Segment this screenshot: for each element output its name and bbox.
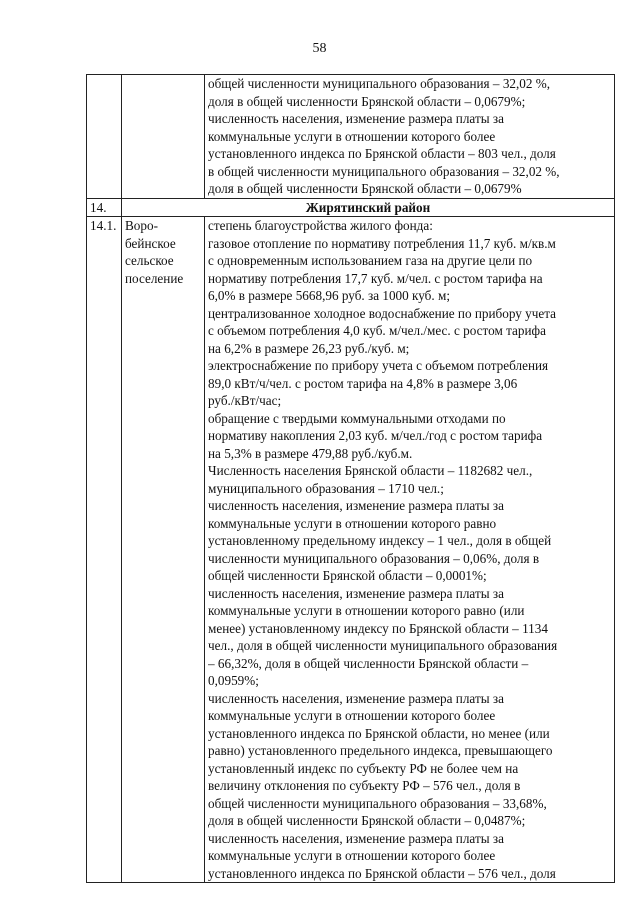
text-line: установленному предельному индексу – 1 чел., доля в общей [208,533,552,548]
text-line: установленного индекса по Брянской области, но менее (или [208,725,550,741]
text-line: величину отклонения по субъекту РФ – 576 чел., доля в [208,778,521,793]
settlement-name-line: Воро- [125,218,158,233]
text-line: численность населения, изменение размера платы за [208,585,504,601]
text-line: степень благоустройства жилого фонда: [208,218,433,233]
text-line: муниципального образования – 1710 чел.; [208,480,444,496]
text-line: с одновременным использованием газа на другие цели по [208,253,533,268]
text-line: нормативу потребления 17,7 куб. м/чел. с ростом тарифа на [208,270,543,286]
text-line: равно) установленного предельного индекса, превышающего [208,743,553,758]
text-line: с объемом потребления 4,0 куб. м/чел./мес. с ростом тарифа [208,323,546,338]
settlement-text-cell [205,217,615,883]
text-line: на 5,3% в размере 479,88 руб./куб.м. [208,445,413,461]
text-line: общей численности муниципального образования – 33,68%, [208,795,547,811]
text-line: 6,0% в размере 5668,96 руб. за 1000 куб. м; [208,288,450,303]
text-line: коммунальные услуги в отношении которого более [208,708,496,723]
text-line: газовое отопление по нормативу потребления 11,7 куб. м/кв.м [208,235,556,251]
text-line: в общей численности муниципального образования – 32,02 %, [208,163,560,179]
continuation-text-cell [205,75,615,199]
text-line: численность населения, изменение размера платы за [208,690,504,706]
text-line: коммунальные услуги в отношении которого равно [208,515,497,531]
text-line: электроснабжение по прибору учета с объемом потребления [208,358,549,373]
text-line: 0,0959%; [208,673,259,688]
text-line: обращение с твердыми коммунальными отходами по [208,410,506,426]
settlement-name-line: бейнское [125,235,176,251]
text-line: на 6,2% в размере 26,23 руб./куб. м; [208,340,410,356]
continuation-number-cell [87,75,122,199]
settlement-name-cell [122,217,205,883]
district-title: Жирятинский район [122,198,615,217]
settlement-row [87,217,615,883]
text-line: доля в общей численности Брянской области – 0,0679% [208,181,522,196]
text-line: общей численности муниципального образования – 32,02 %, [208,76,551,91]
continuation-name-cell [122,75,205,199]
text-line: 89,0 кВт/ч/чел. с ростом тарифа на 4,8% в размере 3,06 [208,375,518,391]
text-line: установленного индекса по Брянской области – 803 чел., доля [208,146,556,161]
text-line: численности муниципального образования – 0,06%, доля в [208,550,540,566]
text-line: численность населения, изменение размера платы за [208,111,504,126]
text-line: менее) установленному индексу по Брянской области – 1134 [208,620,548,636]
page-number: 58 [312,41,327,56]
text-line: коммунальные услуги в отношении которого более [208,848,496,863]
text-line: численность населения, изменение размера платы за [208,830,504,846]
text-line: коммунальные услуги в отношении которого равно (или [208,603,525,618]
text-line: нормативу накопления 2,03 куб. м/чел./год с ростом тарифа [208,428,543,443]
text-line: доля в общей численности Брянской области – 0,0679%; [208,93,526,109]
settlement-name-line: сельское [125,253,174,268]
text-line: доля в общей численности Брянской области – 0,0487%; [208,813,526,828]
text-line: численность населения, изменение размера платы за [208,498,504,513]
text-line: коммунальные услуги в отношении которого более [208,128,496,144]
text-line: – 66,32%, доля в общей численности Брянской области – [208,655,529,671]
continuation-row [87,75,615,199]
text-line: Численность населения Брянской области – 1182682 чел., [208,463,533,478]
text-line: установленного индекса по Брянской области – 576 чел., доля [208,865,556,881]
district-row [87,198,615,217]
settlement-name-line: поселение [125,270,184,286]
text-line: руб./кВт/час; [208,393,282,408]
tariff-table [86,74,615,883]
text-line: общей численности Брянской области – 0,0001%; [208,568,487,583]
district-number: 14. [87,198,122,217]
text-line: установленный индекс по субъекту РФ не более чем на [208,760,519,776]
text-line: чел., доля в общей численности муниципального образования [208,638,558,653]
text-line: централизованное холодное водоснабжение по прибору учета [208,305,557,321]
settlement-number: 14.1. [87,217,122,883]
